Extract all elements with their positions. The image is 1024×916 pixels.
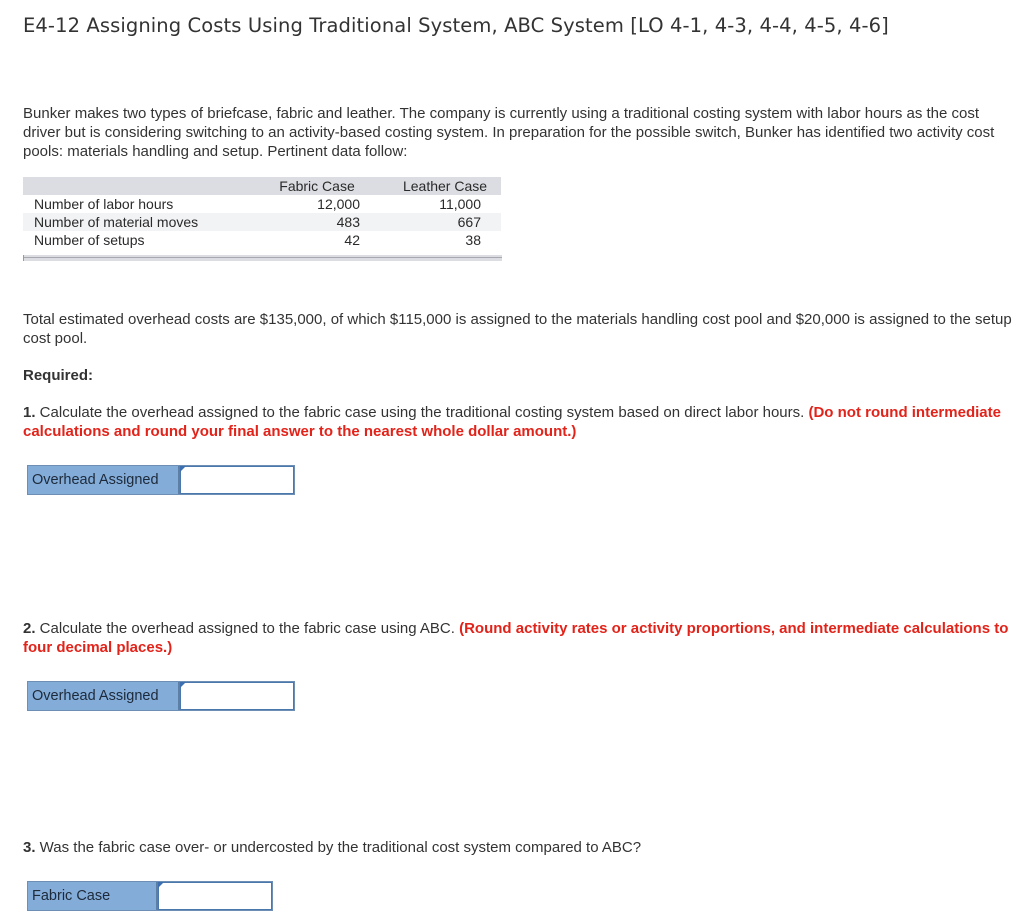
answer-row-fabric-case bbox=[27, 881, 273, 911]
leather-value: 38 bbox=[465, 232, 481, 248]
required-heading: Required: bbox=[23, 367, 94, 384]
column-header-fabric: Fabric Case bbox=[279, 178, 355, 194]
fabric-value: 483 bbox=[336, 214, 360, 230]
question-note: (Do not round intermediate calculations and round your final answer to the nearest whole dollar amount.) bbox=[23, 404, 1001, 440]
overhead-abc-input[interactable] bbox=[181, 683, 293, 709]
problem-intro: Bunker makes two types of briefcase, fabric and leather. The company is currently using a traditional costing system with labor hours as the cost driver but is considering switching to an activity-based costing system. In preparation for the possible switch, Bunker has identified two activity cost pools: materials handling and setup. Pertinent data follow: bbox=[23, 105, 995, 160]
leather-value: 11,000 bbox=[439, 196, 481, 212]
question-note: (Round activity rates or activity proportions, and intermediate calculations to four decimal places.) bbox=[23, 620, 1009, 656]
field-corner-marker bbox=[180, 682, 186, 688]
answer-row-overhead-traditional bbox=[27, 465, 295, 495]
fabric-value: 12,000 bbox=[317, 196, 360, 212]
leather-value: 667 bbox=[457, 214, 481, 230]
table-row bbox=[23, 213, 501, 231]
data-table bbox=[23, 177, 501, 249]
question-1 bbox=[23, 403, 1015, 441]
table-row bbox=[23, 195, 501, 213]
question-3 bbox=[23, 838, 1015, 857]
field-corner-marker bbox=[180, 466, 186, 472]
question-text: Was the fabric case over- or undercosted by the traditional cost system compared to ABC? bbox=[35, 839, 642, 856]
row-label: Number of labor hours bbox=[34, 196, 174, 212]
answer-field-wrapper bbox=[158, 882, 272, 910]
overhead-description: Total estimated overhead costs are $135,000, of which $115,000 is assigned to the materials handling cost pool and $20,000 is assigned to the setup cost pool. bbox=[23, 311, 1012, 347]
overhead-traditional-input[interactable] bbox=[181, 467, 293, 493]
fabric-value: 42 bbox=[344, 232, 360, 248]
answer-label: Overhead Assigned bbox=[28, 682, 180, 710]
question-text: Calculate the overhead assigned to the fabric case using the traditional costing system based on direct labor hours. bbox=[35, 404, 809, 421]
table-row bbox=[23, 231, 501, 249]
answer-label: Overhead Assigned bbox=[28, 466, 180, 494]
answer-field-wrapper bbox=[180, 682, 294, 710]
question-text: Calculate the overhead assigned to the fabric case using ABC. bbox=[35, 620, 460, 637]
question-2 bbox=[23, 619, 1015, 657]
answer-field-wrapper bbox=[180, 466, 294, 494]
row-label: Number of material moves bbox=[34, 214, 199, 230]
question-number: 1. bbox=[23, 404, 36, 421]
question-number: 3. bbox=[23, 839, 36, 856]
fabric-case-costing-input[interactable] bbox=[159, 883, 271, 909]
row-label: Number of setups bbox=[34, 232, 145, 248]
question-number: 2. bbox=[23, 620, 36, 637]
answer-label: Fabric Case bbox=[28, 882, 158, 910]
field-corner-marker bbox=[158, 882, 164, 888]
table-header bbox=[23, 177, 501, 195]
page-title: E4-12 Assigning Costs Using Traditional System, ABC System [LO 4-1, 4-3, 4-4, 4-5, 4-6] bbox=[23, 14, 889, 37]
table-divider bbox=[23, 255, 502, 261]
column-header-leather: Leather Case bbox=[402, 178, 488, 194]
answer-row-overhead-abc bbox=[27, 681, 295, 711]
